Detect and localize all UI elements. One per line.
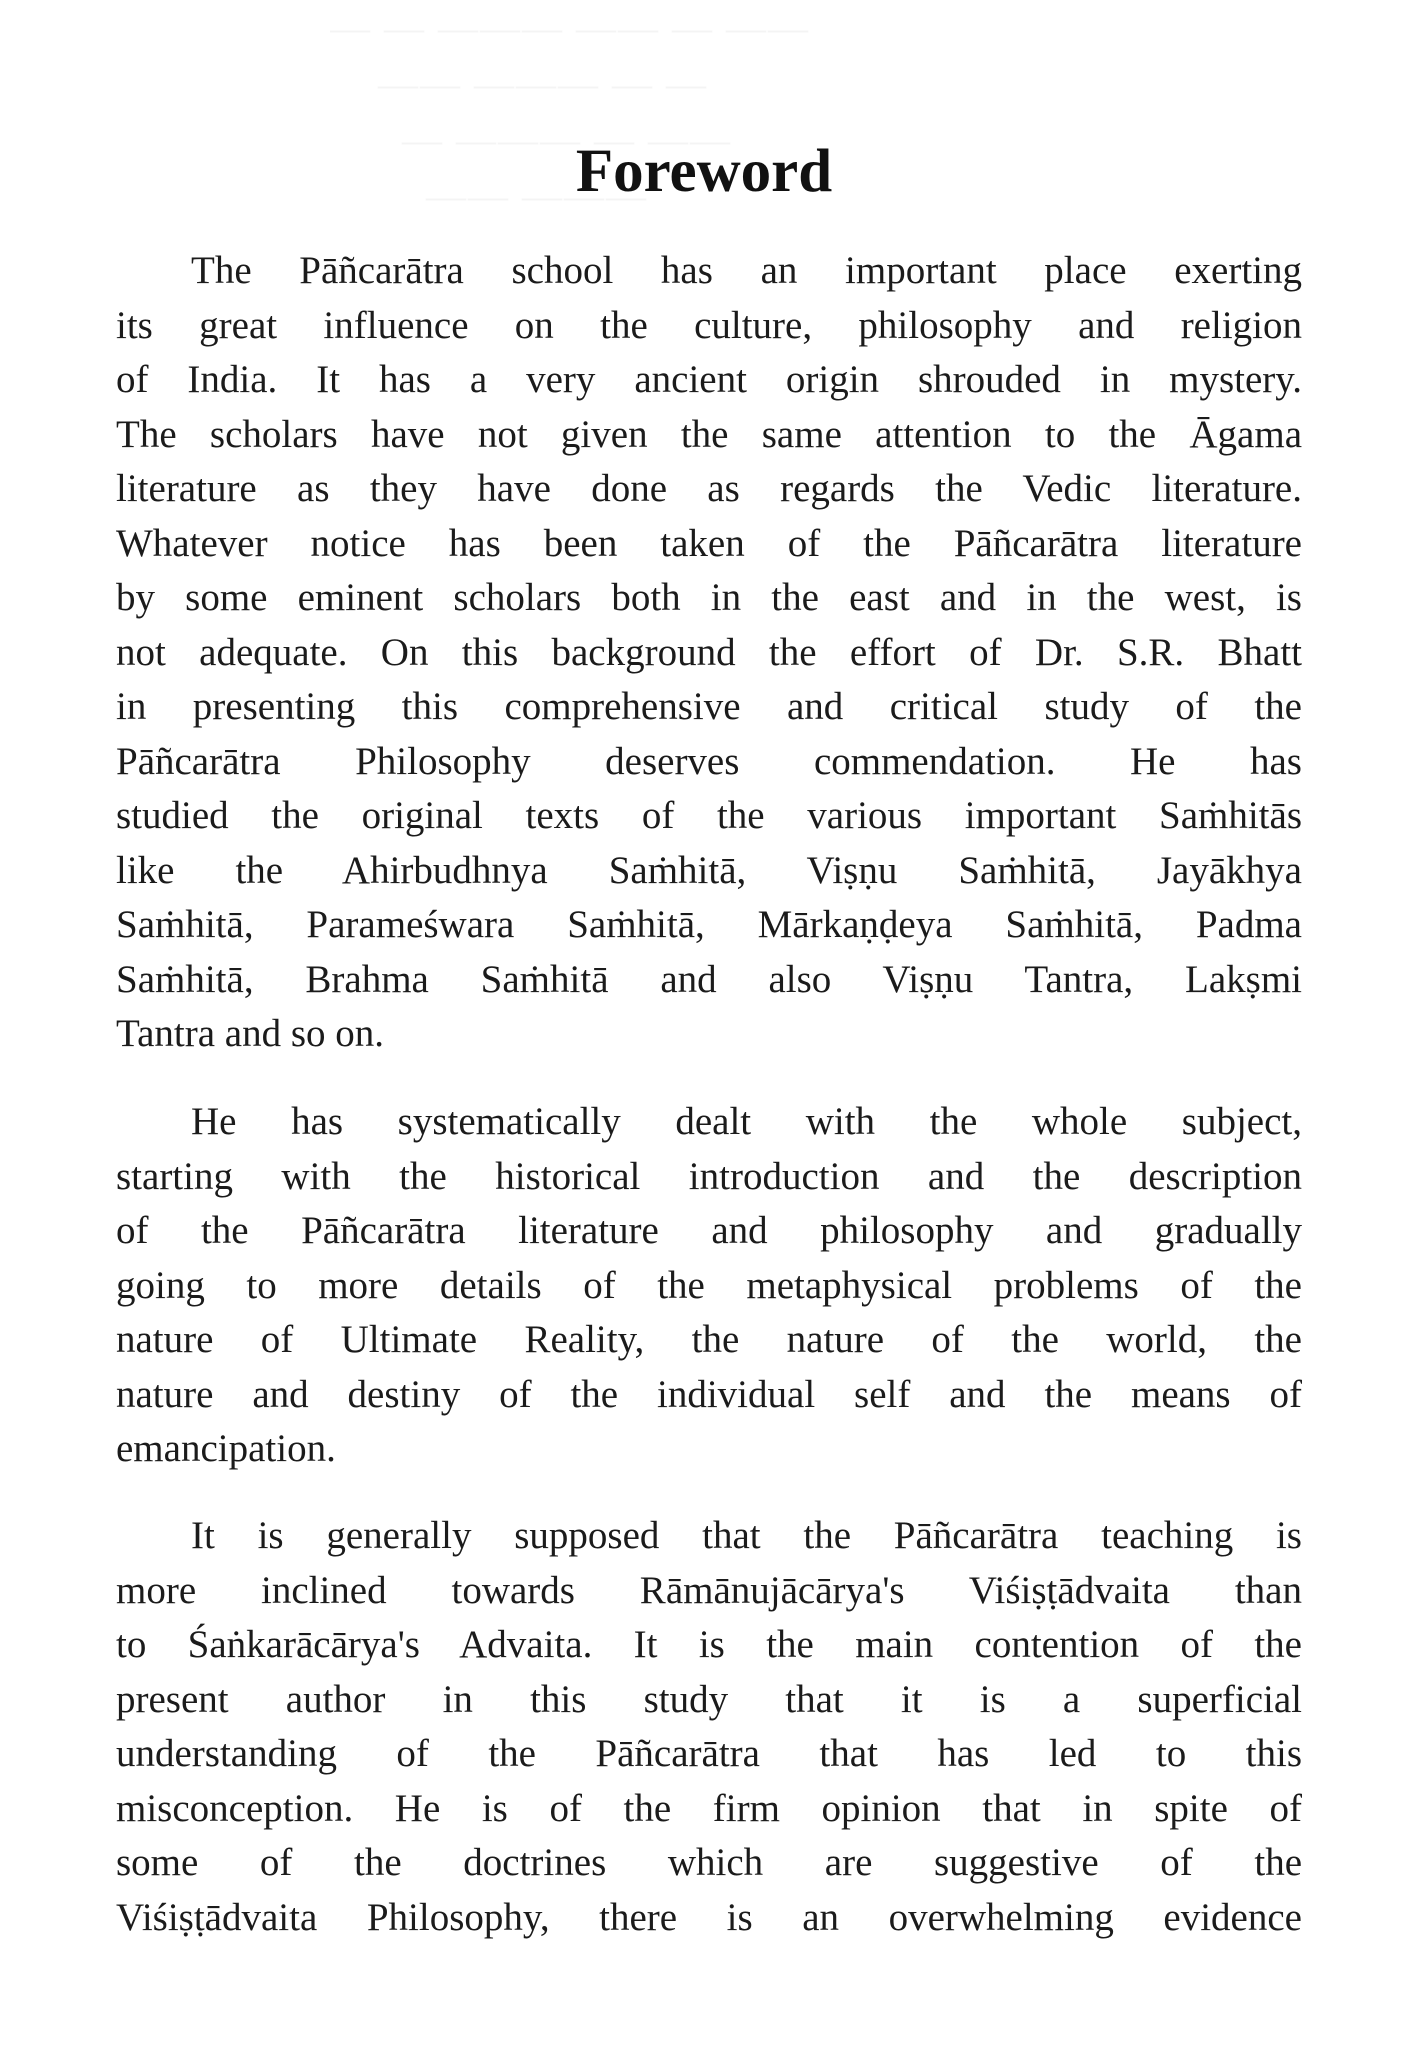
bleed-through-texture: — — ——— —— — —— —— ——— — — — ——— — —— —— ——— [330,5,810,218]
text-line: studied the original texts of the various important Saṁhitās [116,794,1302,837]
text-line: not adequate. On this background the effort of Dr. S.R. Bhatt [116,630,1302,674]
text-line: of the Pāñcarātra literature and philosophy and gradually [116,1209,1302,1252]
text-line: The Pāñcarātra school has an important place exerting [191,249,1302,292]
text-line: He has systematically dealt with the whole subject, [191,1100,1302,1143]
text-line: The scholars have not given the same attention to the Āgama [116,412,1302,456]
text-line: by some eminent scholars both in the east and in the west, is [116,576,1302,619]
paragraph-3 [116,1509,1302,1945]
text-line: Pāñcarātra Philosophy deserves commendation. He has [116,739,1302,783]
text-line: Tantra and so on. [116,1012,385,1055]
text-line: like the Ahirbudhnya Saṁhitā, Viṣṇu Saṁhitā, Jayākhya [116,848,1302,892]
text-line: some of the doctrines which are suggestive of the [116,1841,1302,1884]
text-line: more inclined towards Rāmānujācārya's Viśiṣṭādvaita than [116,1568,1302,1612]
text-line: present author in this study that it is a superficial [116,1677,1302,1721]
text-line: nature of Ultimate Reality, the nature of the world, the [116,1318,1302,1361]
text-line: understanding of the Pāñcarātra that has led to this [116,1732,1302,1775]
paragraph-2 [116,1095,1302,1477]
text-line: emancipation. [116,1427,336,1470]
text-line: Saṁhitā, Brahma Saṁhitā and also Viṣṇu Tantra, Lakṣmi [116,957,1302,1001]
text-line: misconception. He is of the firm opinion that in spite of [116,1786,1302,1830]
text-line: going to more details of the metaphysical problems of the [116,1263,1302,1307]
text-line: Whatever notice has been taken of the Pāñcarātra literature [116,521,1302,565]
page-title: Foreword [575,138,833,205]
text-line: in presenting this comprehensive and critical study of the [116,685,1302,728]
text-line: Viśiṣṭādvaita Philosophy, there is an overwhelming evidence [116,1895,1302,1939]
text-line: of India. It has a very ancient origin shrouded in mystery. [116,358,1302,401]
text-line: literature as they have done as regards the Vedic literature. [116,467,1302,510]
text-line: Saṁhitā, Parameśwara Saṁhitā, Mārkaṇḍeya Saṁhitā, Padma [116,903,1302,946]
paragraph-1 [116,244,1302,1062]
text-line: nature and destiny of the individual self and the means of [116,1372,1302,1416]
text-line: starting with the historical introduction and the description [116,1154,1302,1198]
text-line: its great influence on the culture, philosophy and religion [116,303,1302,347]
text-line: It is generally supposed that the Pāñcarātra teaching is [191,1514,1302,1557]
text-line: to Śaṅkarācārya's Advaita. It is the main contention of the [116,1623,1302,1666]
